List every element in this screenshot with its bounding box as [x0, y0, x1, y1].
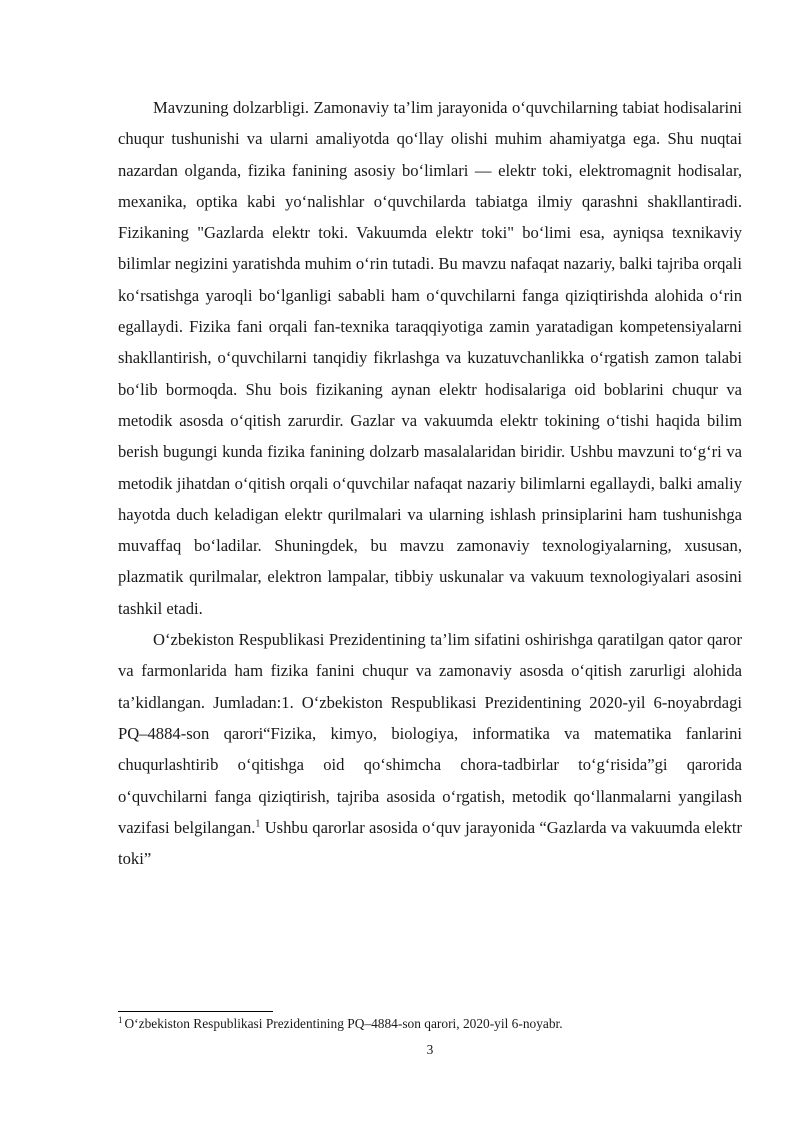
footnote-reference[interactable]: 1	[255, 818, 261, 830]
body-text	[118, 92, 742, 874]
paragraph-decrees-text: O‘zbekiston Respublikasi Prezidentining ta’lim sifatini oshirishga qaratilgan qator qaror va farmonlarida ham fizika fanini chuqur va zamonaviy asosda o‘qitish zarurligi alohida ta’kidlangan. Jumladan:1. O‘zbekiston Respublikasi Prezidentining 2020-yil 6-noyabrdagi PQ–4884-son qarori“Fizika, kimyo, biologiya, informatika va matematika fanlarini chuqurlashtirib o‘qitishga oid qo‘shimcha chora-tadbirlar to‘g‘risida”gi qarorida o‘quvchilarni fanga qiziqtirish, tajriba asosida o‘rgatish, metodik qo‘llanmalarni yangilash vazifasi belgilangan.	[118, 630, 742, 837]
page-number: 3	[426, 1042, 434, 1057]
footnote-text: O‘zbekiston Respublikasi Prezidentining PQ–4884-son qarori, 2020-yil 6-noyabr.	[124, 1016, 563, 1031]
footnote-mark: 1	[118, 1014, 123, 1025]
paragraph-presidential-decrees	[118, 624, 742, 874]
footnote-divider	[118, 1011, 273, 1012]
paragraph-decrees-continuation: Ushbu qarorlar asosida o‘quv jarayonida “Gazlarda va vakuumda elektr toki”	[118, 817, 742, 869]
footnote	[118, 1015, 742, 1033]
paragraph-relevance: Mavzuning dolzarbligi. Zamonaviy ta’lim jarayonida o‘quvchilarning tabiat hodisalarini chuqur tushunishi va ularni amaliyotda qo‘llay olishi muhim ahamiyatga ega. Shu nuqtai nazardan olganda, fizika fanining asosiy bo‘limlari — elektr toki, elektromagnit hodisalar, mexanika, optika kabi yo‘nalishlar o‘quvchilarda tabiatga ilmiy qarashni shakllantiradi. Fizikaning "Gazlarda elektr toki. Vakuumda elektr toki" bo‘limi esa, ayniqsa texnikaviy bilimlar negizini yaratishda muhim o‘rin tutadi. Bu mavzu nafaqat nazariy, balki tajriba orqali ko‘rsatishga yaroqli bo‘lganligi sababli ham o‘quvchilarni fanga qiziqtirishda alohida o‘rin egallaydi. Fizika fani orqali fan-texnika taraqqiyotiga zamin yaratadigan kompetensiyalarni shakllantirish, o‘quvchilarni tanqidiy fikrlashga va kuzatuvchanlikka o‘rgatish zamon talabi bo‘lib bormoqda. Shu bois fizikaning aynan elektr hodisalariga oid boblarini chuqur va metodik asosda o‘qitish zarurdir. Gazlar va vakuumda elektr tokining o‘tishi haqida bilim berish bugungi kunda fizika fanining dolzarb masalalaridan biridir. Ushbu mavzuni to‘g‘ri va metodik jihatdan o‘qitish orqali o‘quvchilar nafaqat nazariy bilimlarni egallaydi, balki amaliy hayotda duch keladigan elektr qurilmalari va ularning ishlash prinsiplarini ham tushunishga muvaffaq bo‘ladilar. Shuningdek, bu mavzu zamonaviy texnologiyalarning, xususan, plazmatik qurilmalar, elektron lampalar, tibbiy uskunalar va vakuum texnologiyalari asosini tashkil etadi.	[118, 98, 742, 618]
